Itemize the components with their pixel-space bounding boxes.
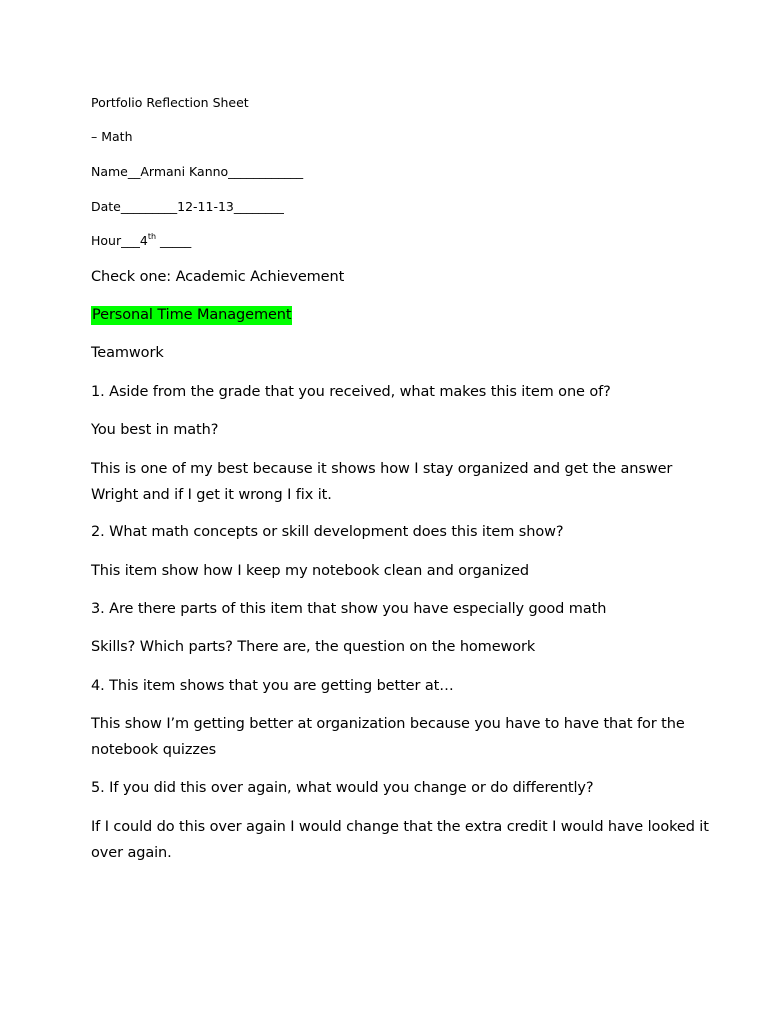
subject-line: – Math — [91, 129, 133, 144]
question-5: 5. If you did this over again, what would you change or do differently? — [91, 780, 594, 796]
option-personal-time-management — [91, 307, 292, 324]
date-line: Date_________12-11-13________ — [91, 199, 284, 214]
answer-4: This show I’m getting better at organization because you have to have that for the notebook quizzes — [91, 716, 685, 758]
answer-1: This is one of my best because it shows how I stay organized and get the answer Wright and if I get it wrong I fix it. — [91, 461, 673, 503]
check-one-line: Check one: Academic Achievement — [91, 269, 345, 285]
document-title: Portfolio Reflection Sheet — [91, 95, 249, 110]
hour-superscript: th — [147, 232, 157, 241]
question-4: 4. This item shows that you are getting better at… — [91, 678, 454, 694]
option-teamwork: Teamwork — [91, 345, 164, 361]
answer-2: This item show how I keep my notebook clean and organized — [91, 563, 529, 579]
question-2: 2. What math concepts or skill development does this item show? — [91, 524, 564, 540]
question-1: 1. Aside from the grade that you received, what makes this item one of? — [91, 384, 611, 400]
question-3: 3. Are there parts of this item that show you have especially good math — [91, 601, 607, 617]
name-line: Name__Armani Kanno____________ — [91, 164, 304, 179]
highlighted-option-text: Personal Time Management — [92, 307, 292, 323]
question-3-continued: Skills? Which parts? There are, the question on the homework — [91, 639, 536, 655]
question-1-continued: You best in math? — [91, 422, 219, 438]
answer-5: If I could do this over again I would change that the extra credit I would have looked it over again. — [91, 819, 709, 861]
hour-prefix: Hour___4 — [91, 233, 148, 248]
hour-line — [91, 233, 191, 248]
hour-suffix: _____ — [156, 233, 192, 248]
